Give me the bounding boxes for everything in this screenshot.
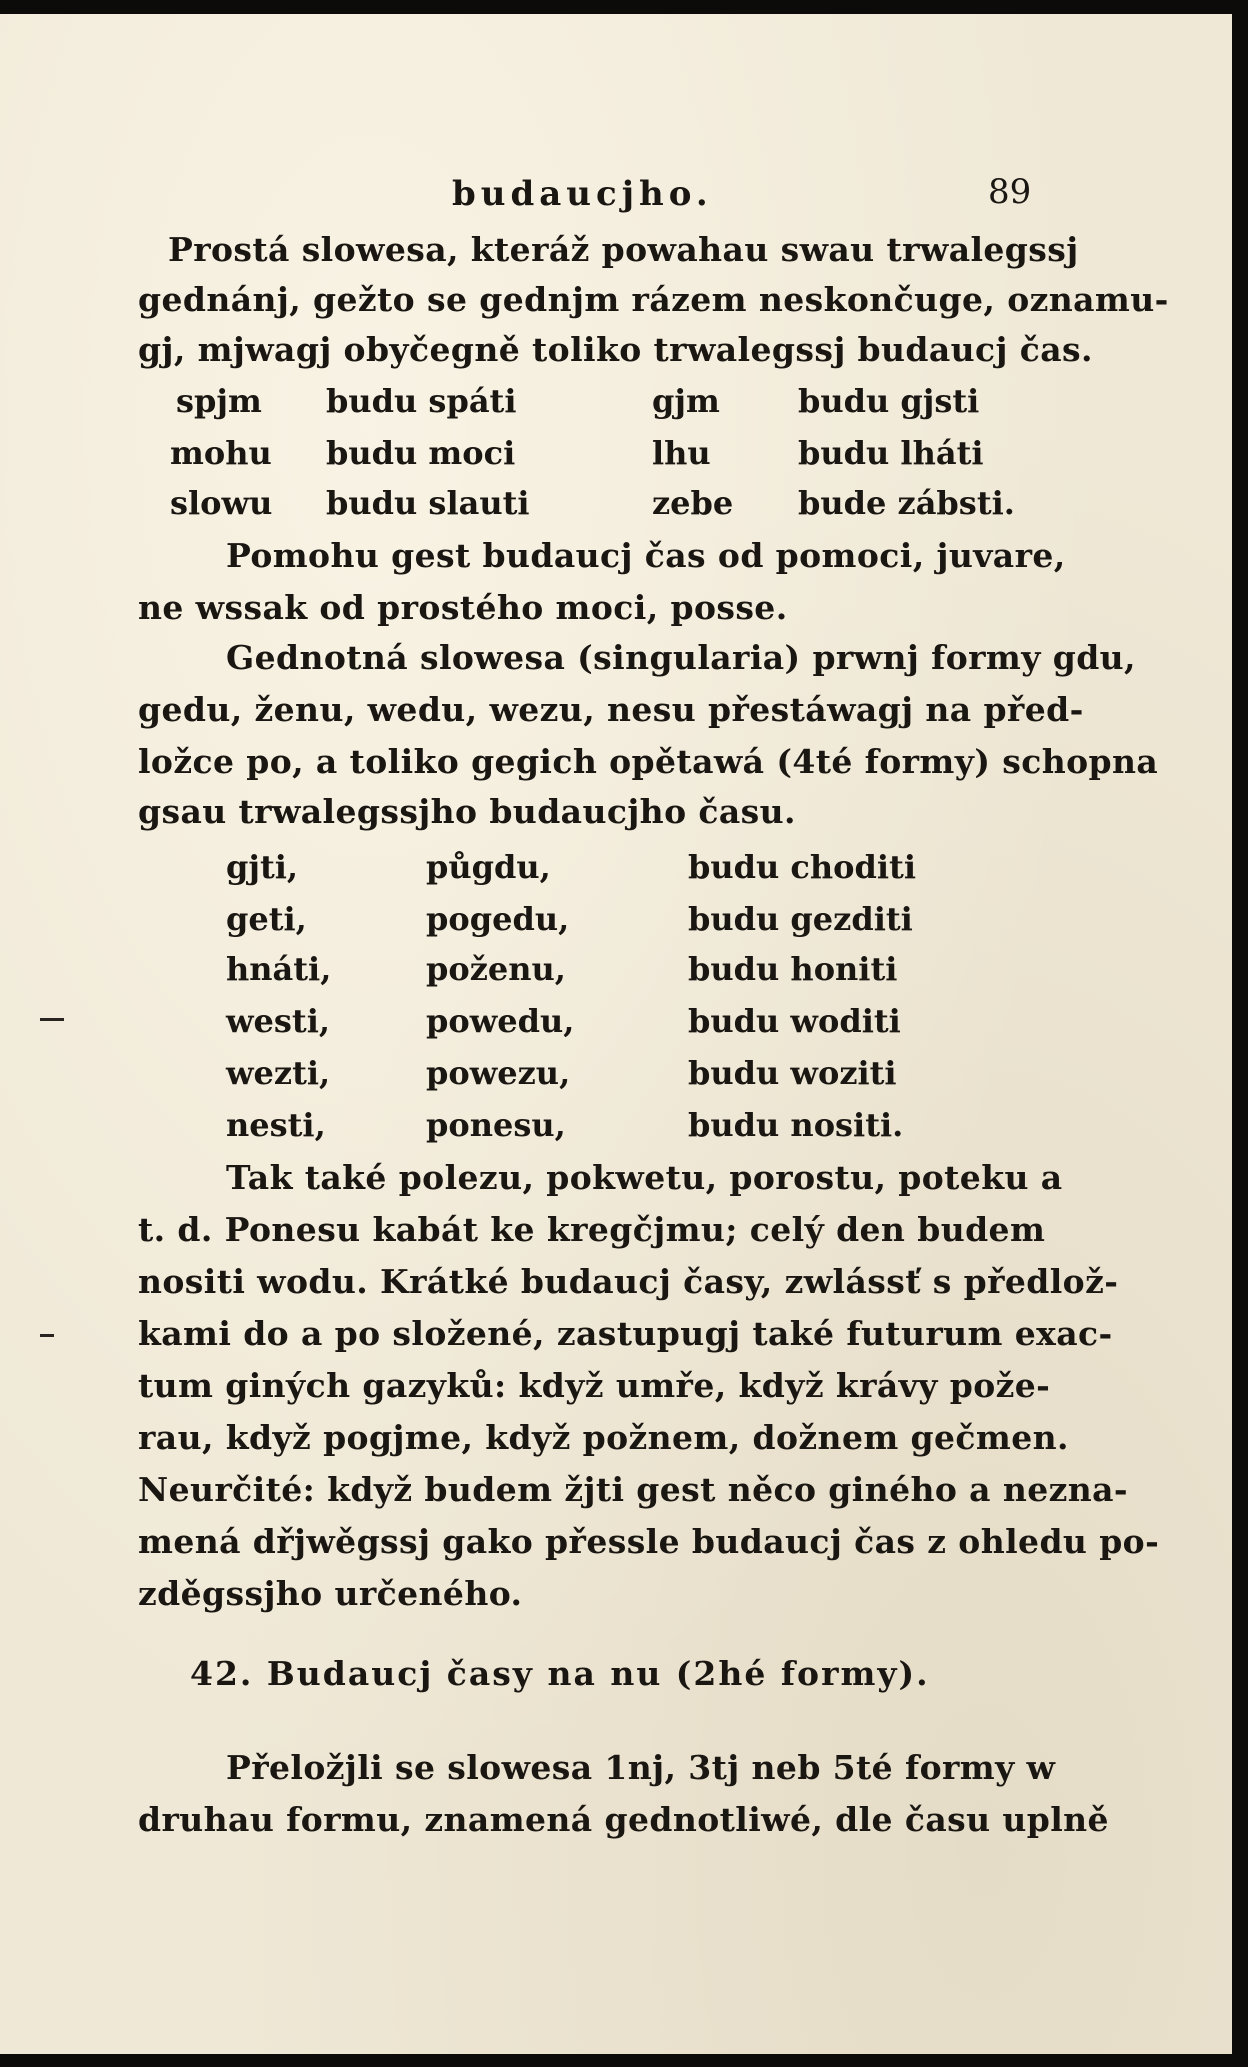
text-line: Pomohu gest budaucj čas od pomoci, juvare, — [226, 536, 1066, 575]
page-number: 89 — [988, 172, 1032, 212]
text-line: tum giných gazyků: když umře, když krávy pože- — [138, 1366, 1051, 1405]
book-page — [0, 14, 1232, 2054]
running-header: budaucjho. — [452, 174, 713, 214]
table-cell: budu spáti — [326, 382, 517, 420]
text-line: Tak také polezu, pokwetu, porostu, poteku a — [226, 1158, 1063, 1197]
table-cell: gjm — [652, 382, 720, 420]
margin-mark — [40, 1018, 64, 1021]
text-line: ne wssak od prostého moci, posse. — [138, 588, 788, 627]
text-line: gedu, ženu, wedu, wezu, nesu přestáwagj na před- — [138, 690, 1084, 729]
table-cell: poženu, — [426, 950, 566, 988]
text-line: ložce po, a toliko gegich opětawá (4té formy) schopna — [138, 742, 1159, 781]
text-line: Gednotná slowesa (singularia) prwnj formy gdu, — [226, 638, 1136, 677]
table-cell: budu woziti — [688, 1054, 897, 1092]
text-line: gsau trwalegssjho budaucjho času. — [138, 792, 796, 831]
text-line: Prostá slowesa, kteráž powahau swau trwalegssj — [168, 230, 1079, 269]
margin-mark — [40, 1334, 54, 1337]
text-line: kami do a po složené, zastupugj také futurum exac- — [138, 1314, 1113, 1353]
table-cell: budu choditi — [688, 848, 916, 886]
table-cell: budu nositi. — [688, 1106, 904, 1144]
table-cell: budu slauti — [326, 484, 530, 522]
table-cell: budu lháti — [798, 434, 984, 472]
text-line: mená dřjwěgssj gako přessle budaucj čas z ohledu po- — [138, 1522, 1160, 1561]
table-cell: spjm — [176, 382, 262, 420]
text-line: t. d. Ponesu kabát ke kregčjmu; celý den budem — [138, 1210, 1046, 1249]
table-cell: mohu — [170, 434, 272, 472]
section-heading: 42. Budaucj časy na nu (2hé formy). — [190, 1654, 930, 1693]
table-cell: budu honiti — [688, 950, 898, 988]
table-cell: geti, — [226, 900, 307, 938]
table-cell: westi, — [226, 1002, 330, 1040]
table-cell: hnáti, — [226, 950, 332, 988]
table-cell: pogedu, — [426, 900, 570, 938]
text-line: zděgssjho určeného. — [138, 1574, 523, 1613]
table-cell: powezu, — [426, 1054, 571, 1092]
table-cell: nesti, — [226, 1106, 326, 1144]
text-line: Neurčité: když budem žjti gest něco giného a nezna- — [138, 1470, 1129, 1509]
table-cell: gjti, — [226, 848, 299, 886]
text-line: druhau formu, znamená gednotliwé, dle času uplně — [138, 1800, 1109, 1839]
table-cell: půgdu, — [426, 848, 551, 886]
table-cell: powedu, — [426, 1002, 575, 1040]
table-cell: ponesu, — [426, 1106, 566, 1144]
text-line: nositi wodu. Krátké budaucj časy, zwlássť s předlož- — [138, 1262, 1119, 1301]
table-cell: budu gjsti — [798, 382, 980, 420]
table-cell: budu woditi — [688, 1002, 901, 1040]
table-cell: lhu — [652, 434, 711, 472]
table-cell: budu moci — [326, 434, 516, 472]
table-cell: bude zábsti. — [798, 484, 1015, 522]
table-cell: zebe — [652, 484, 734, 522]
table-cell: wezti, — [226, 1054, 331, 1092]
table-cell: slowu — [170, 484, 273, 522]
table-cell: budu gezditi — [688, 900, 913, 938]
text-line: gj, mjwagj obyčegně toliko trwalegssj budaucj čas. — [138, 330, 1093, 369]
text-line: rau, když pogjme, když požnem, dožnem gečmen. — [138, 1418, 1069, 1457]
text-line: gednánj, gežto se gednjm rázem neskončuge, oznamu- — [138, 280, 1169, 319]
text-line: Přeložjli se slowesa 1nj, 3tj neb 5té formy w — [226, 1748, 1056, 1787]
